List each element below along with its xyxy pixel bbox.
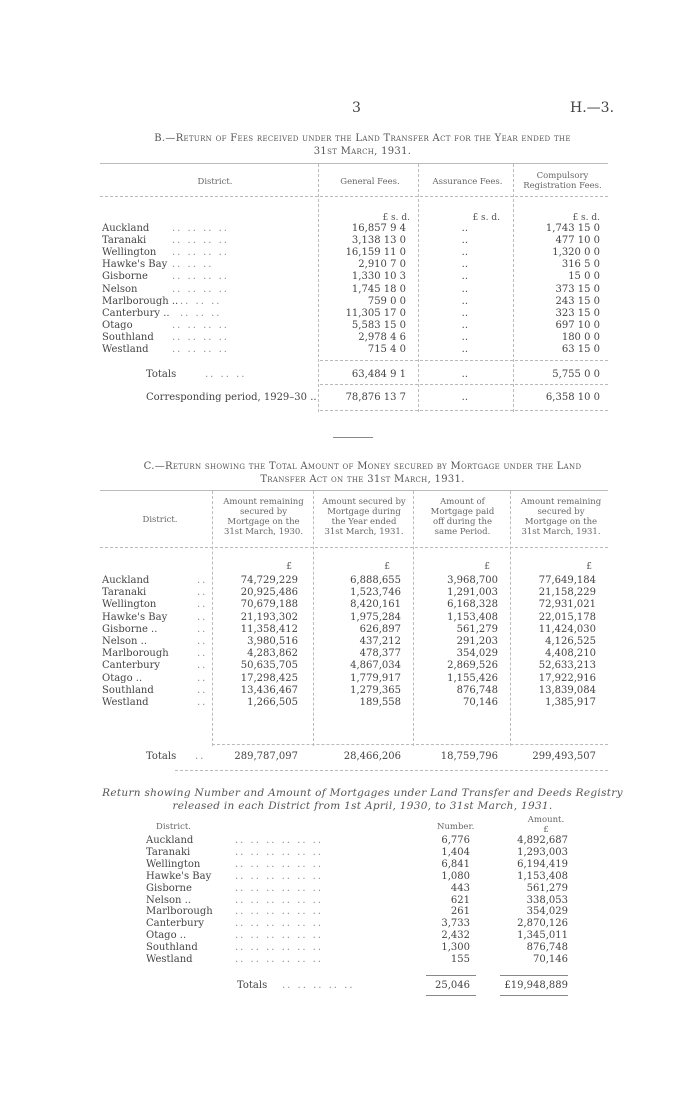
section-c-header-col1-line2: secured by (239, 507, 288, 517)
remaining-1930: 1,266,505 (247, 697, 298, 708)
section-b-unit-assurance: £ s. d. (472, 213, 500, 223)
assurance-fees: .. (461, 223, 468, 234)
remaining-1930: 13,436,467 (240, 684, 298, 696)
section-d-amount-total-rule (500, 995, 568, 996)
section-c-header-col1 (215, 497, 312, 537)
paid-off: 561,279 (456, 623, 498, 635)
district-name: Hawke's Bay (102, 611, 168, 623)
section-b-corresponding-general: 78,876 13 7 (345, 392, 406, 403)
section-c-header-col1-line4: 31st March, 1930. (223, 527, 304, 537)
secured-during-year: 1,779,917 (350, 672, 401, 684)
compulsory-fees: 373 15 0 (555, 283, 600, 295)
mortgage-amount: 338,053 (526, 894, 568, 906)
paid-off: 354,029 (456, 648, 498, 660)
remaining-1931: 52,633,213 (538, 660, 596, 672)
district-name: Otago .. (102, 672, 143, 684)
district-name: Canterbury (102, 660, 161, 672)
general-fees: 1,330 10 3 (351, 271, 406, 283)
district-name: Otago .. (146, 930, 187, 942)
compulsory-fees: 316 5 0 (561, 259, 600, 271)
district-name: Gisborne .. (102, 623, 158, 635)
remaining-1930: 20,925,486 (240, 587, 298, 599)
leader-dots: .. (197, 660, 208, 672)
secured-during-year: 6,888,655 (350, 575, 401, 586)
section-b-header-compulsory-2: Registration Fees. (523, 181, 602, 191)
remaining-1931: 22,015,178 (538, 611, 596, 623)
remaining-1931: 11,424,030 (538, 623, 596, 635)
leader-dots: .. .. .. .. (172, 344, 229, 355)
remaining-1930: 11,358,412 (240, 623, 298, 635)
leader-dots: .. (197, 611, 208, 623)
section-c-title-line2: Transfer Act on the 31st March, 1931. (260, 474, 465, 485)
district-name: Westland (102, 344, 149, 355)
section-d-header-amount-label: Amount. (527, 815, 565, 825)
section-c-header-col2-line2: Mortgage during (327, 507, 401, 517)
document-code: H.—3. (570, 100, 615, 116)
leader-dots: .. .. .. .. (172, 331, 229, 343)
paid-off: 6,168,328 (447, 599, 498, 611)
section-c-header-col4-line2: secured by (537, 507, 585, 517)
section-d-header-amount-unit: £ (543, 825, 549, 835)
leader-dots: .. .. .. .. .. .. (235, 870, 324, 882)
district-name: Marlborough (102, 648, 169, 660)
section-b-title-line2: 31st March, 1931. (313, 146, 412, 157)
mortgage-number: 261 (450, 906, 470, 918)
mortgage-amount: 4,892,687 (517, 835, 568, 846)
mortgage-amount: 2,870,126 (517, 918, 568, 930)
section-b-totals-rule (320, 360, 608, 361)
leader-dots: .. .. .. .. .. .. (235, 846, 324, 858)
section-c-totals-col4: 299,493,507 (532, 751, 596, 762)
remaining-1931: 4,408,210 (545, 648, 596, 660)
district-name: Marlborough (146, 906, 213, 918)
section-c-header-district: District. (142, 515, 178, 525)
assurance-fees: .. (461, 283, 468, 295)
assurance-fees: .. (461, 247, 468, 259)
secured-during-year: 1,523,746 (350, 587, 401, 599)
district-name: Canterbury (146, 918, 205, 930)
section-c-header-col2 (315, 497, 413, 537)
paid-off: 3,968,700 (447, 575, 498, 586)
section-c-header-col3-line1: Amount of (440, 497, 485, 507)
secured-during-year: 189,558 (359, 697, 401, 708)
mortgage-amount: 70,146 (533, 954, 568, 965)
general-fees: 759 0 0 (367, 295, 406, 307)
mortgage-number: 443 (450, 882, 470, 894)
remaining-1931: 17,922,916 (538, 672, 596, 684)
remaining-1930: 4,283,862 (247, 648, 298, 660)
leader-dots: .. .. .. (172, 259, 214, 271)
district-name: Hawke's Bay (146, 870, 212, 882)
section-c-totals-rule (212, 744, 608, 745)
section-d-title (100, 787, 625, 813)
general-fees: 16,159 11 0 (345, 247, 406, 259)
paid-off: 2,869,526 (447, 660, 498, 672)
section-b-totals-general: 63,484 9 1 (351, 369, 406, 380)
leader-dots: .. .. .. .. (172, 247, 229, 259)
district-name: Auckland (146, 835, 194, 846)
leader-dots: .. .. .. .. .. .. (235, 906, 324, 918)
secured-during-year: 1,279,365 (350, 684, 401, 696)
section-c-totals-dots: .. (195, 751, 206, 762)
paid-off: 876,748 (456, 684, 498, 696)
compulsory-fees: 697 10 0 (555, 319, 600, 331)
paid-off: 1,155,426 (447, 672, 498, 684)
leader-dots: .. .. .. .. .. .. (235, 954, 324, 965)
section-c-top-rule (100, 490, 608, 491)
remaining-1931: 77,649,184 (538, 575, 596, 586)
mortgage-number: 2,432 (441, 930, 470, 942)
section-b-unit-general: £ s. d. (382, 213, 410, 223)
mortgage-number: 1,300 (441, 942, 470, 954)
general-fees: 2,978 4 6 (358, 331, 406, 343)
section-b-header-rule (100, 196, 608, 197)
district-name: Hawke's Bay (102, 259, 168, 271)
section-b-unit-compulsory: £ s. d. (572, 213, 600, 223)
section-c-header-rule (100, 547, 608, 548)
section-c-header-col4 (512, 497, 610, 537)
section-b-corresponding-rule (320, 384, 608, 385)
compulsory-fees: 1,743 15 0 (545, 223, 600, 234)
compulsory-fees: 477 10 0 (555, 235, 600, 247)
leader-dots: .. .. .. .. (172, 319, 229, 331)
district-name: Nelson (102, 283, 138, 295)
mortgage-amount: 1,345,011 (517, 930, 568, 942)
section-b-totals-assurance: .. (461, 369, 468, 380)
general-fees: 16,857 9 4 (351, 223, 406, 234)
general-fees: 11,305 17 0 (345, 307, 406, 319)
paid-off: 1,153,408 (447, 611, 498, 623)
section-c-totals-col1: 289,787,097 (234, 751, 298, 762)
leader-dots: .. .. .. .. .. .. (235, 942, 324, 954)
leader-dots: .. (197, 599, 208, 611)
remaining-1930: 17,298,425 (240, 672, 298, 684)
remaining-1931: 72,931,021 (538, 599, 596, 611)
page-number: 3 (352, 100, 361, 116)
district-name: Auckland (102, 223, 150, 234)
section-c-header-col4-line4: 31st March, 1931. (521, 527, 601, 537)
paid-off: 291,203 (456, 636, 498, 647)
district-name: Wellington (146, 858, 201, 870)
mortgage-number: 1,080 (441, 870, 470, 882)
assurance-fees: .. (461, 344, 468, 355)
leader-dots: .. .. .. .. .. .. (235, 882, 324, 894)
leader-dots: .. .. .. .. (172, 271, 229, 283)
remaining-1931: 21,158,229 (538, 587, 596, 599)
section-b-header-assurance: Assurance Fees. (432, 177, 503, 187)
section-d-title-line1: Return showing Number and Amount of Mortgages under Land Transfer and Deeds Registry (102, 787, 623, 799)
assurance-fees: .. (461, 307, 468, 319)
section-c-header-col3-line3: off during the (432, 517, 493, 527)
section-c-unit-col3: £ (484, 562, 490, 572)
section-b-top-rule (100, 163, 608, 164)
compulsory-fees: 15 0 0 (568, 271, 600, 283)
remaining-1930: 21,193,302 (240, 611, 298, 623)
section-c-title (100, 460, 625, 486)
section-d-header-district: District. (156, 822, 191, 832)
compulsory-fees: 180 0 0 (561, 331, 600, 343)
secured-during-year: 4,867,034 (350, 660, 401, 672)
assurance-fees: .. (461, 319, 468, 331)
section-c-header-col4-line3: Mortgage on the (524, 517, 598, 527)
section-d-number-sum-rule (426, 975, 476, 976)
district-name: Wellington (102, 247, 157, 259)
section-d-header-amount (516, 815, 576, 835)
leader-dots: .. .. .. .. .. .. (235, 894, 324, 906)
secured-during-year: 8,420,161 (350, 599, 401, 611)
district-name: Wellington (102, 599, 157, 611)
section-b-header-compulsory-1: Compulsory (536, 171, 589, 181)
section-c-header-col4-line1: Amount remaining (520, 497, 602, 507)
leader-dots: .. (197, 623, 208, 635)
secured-during-year: 478,377 (359, 648, 401, 660)
section-c-totals-label: Totals (146, 751, 177, 762)
mortgage-amount: 561,279 (526, 882, 568, 894)
section-b-corresponding-compulsory: 6,358 10 0 (545, 392, 600, 403)
section-c-header-col1-line3: Mortgage on the (227, 517, 300, 527)
district-name: Southland (102, 684, 154, 696)
leader-dots: .. .. .. .. .. .. (235, 930, 324, 942)
section-separator (333, 437, 373, 438)
section-c-header-col3 (415, 497, 510, 537)
general-fees: 2,910 7 0 (358, 259, 406, 271)
mortgage-number: 6,776 (441, 835, 470, 846)
section-c-totals-col2: 28,466,206 (343, 751, 401, 762)
section-c-unit-col4: £ (586, 562, 592, 572)
district-name: Southland (146, 942, 198, 954)
leader-dots: .. (197, 575, 208, 586)
section-b-vline-2 (418, 164, 419, 412)
remaining-1930: 70,679,188 (240, 599, 298, 611)
section-d-totals-number: 25,046 (435, 980, 470, 991)
leader-dots: .. (197, 587, 208, 599)
section-d-totals-amount: £19,948,889 (504, 980, 568, 991)
secured-during-year: 1,975,284 (350, 611, 401, 623)
compulsory-fees: 1,320 0 0 (552, 247, 600, 259)
section-b-corresponding-label: Corresponding period, 1929–30 .. (146, 392, 317, 403)
leader-dots: .. .. .. (180, 307, 222, 319)
leader-dots: .. .. .. .. .. .. (235, 858, 324, 870)
general-fees: 5,583 15 0 (351, 319, 406, 331)
district-name: Gisborne (102, 271, 148, 283)
district-name: Westland (102, 697, 149, 708)
district-name: Westland (146, 954, 193, 965)
section-d-totals-label: Totals (237, 980, 268, 991)
section-c-header-col2-line4: 31st March, 1931. (324, 527, 404, 537)
district-name: Taranaki (146, 846, 191, 858)
section-b-header-general: General Fees. (340, 177, 400, 187)
compulsory-fees: 323 15 0 (555, 307, 600, 319)
section-b-totals-label: Totals (146, 369, 177, 380)
section-b-vline-3 (513, 164, 514, 412)
mortgage-number: 621 (450, 894, 470, 906)
district-name: Marlborough .. (102, 295, 179, 307)
remaining-1931: 1,385,917 (545, 697, 596, 708)
mortgage-amount: 1,153,408 (517, 870, 568, 882)
district-name: Nelson .. (102, 636, 147, 647)
section-c-unit-col1: £ (286, 562, 292, 572)
assurance-fees: .. (461, 271, 468, 283)
mortgage-amount: 1,293,003 (517, 846, 568, 858)
mortgage-number: 1,404 (441, 846, 470, 858)
section-b-title (100, 132, 625, 158)
section-b-totals-compulsory: 5,755 0 0 (552, 369, 600, 380)
leader-dots: .. (197, 697, 208, 708)
assurance-fees: .. (461, 331, 468, 343)
section-c-totals-col3: 18,759,796 (440, 751, 498, 762)
mortgage-amount: 876,748 (526, 942, 568, 954)
district-name: Taranaki (102, 587, 147, 599)
section-b-header-district: District. (197, 177, 233, 187)
section-b-title-line1: B.—Return of Fees received under the Land Transfer Act for the Year ended the (154, 133, 571, 144)
section-c-bottom-rule (175, 770, 608, 771)
secured-during-year: 626,897 (359, 623, 401, 635)
section-c-unit-col2: £ (384, 562, 390, 572)
section-c-header-col3-line4: same Period. (434, 527, 491, 537)
leader-dots: .. (197, 672, 208, 684)
district-name: Otago (102, 319, 133, 331)
leader-dots: .. .. .. .. (172, 223, 229, 234)
district-name: Nelson .. (146, 894, 191, 906)
section-d-number-total-rule (426, 995, 476, 996)
leader-dots: .. .. .. .. .. .. (235, 918, 324, 930)
remaining-1930: 3,980,516 (247, 636, 298, 647)
remaining-1930: 50,635,705 (240, 660, 298, 672)
leader-dots: .. (197, 684, 208, 696)
leader-dots: .. .. .. (180, 295, 222, 307)
remaining-1931: 13,839,084 (538, 684, 596, 696)
mortgage-amount: 354,029 (526, 906, 568, 918)
assurance-fees: .. (461, 235, 468, 247)
section-c-title-line1: C.—Return showing the Total Amount of Money secured by Mortgage under the Land (143, 461, 582, 472)
assurance-fees: .. (461, 295, 468, 307)
section-c-header-col1-line1: Amount remaining (223, 497, 304, 507)
section-c-header-col3-line2: Mortgage paid (430, 507, 495, 517)
leader-dots: .. .. .. .. .. .. (235, 835, 324, 846)
remaining-1931: 4,126,525 (545, 636, 596, 647)
compulsory-fees: 243 15 0 (555, 295, 600, 307)
leader-dots: .. (197, 648, 208, 660)
compulsory-fees: 63 15 0 (561, 344, 600, 355)
district-name: Southland (102, 331, 154, 343)
section-d-totals-dots: .. .. .. .. .. (282, 980, 355, 991)
assurance-fees: .. (461, 259, 468, 271)
section-b-header-compulsory (515, 171, 610, 191)
secured-during-year: 437,212 (359, 636, 401, 647)
section-c-header-col2-line1: Amount secured by (322, 497, 406, 507)
paid-off: 1,291,003 (447, 587, 498, 599)
paid-off: 70,146 (463, 697, 498, 708)
leader-dots: .. .. .. .. (172, 283, 229, 295)
section-b-corresponding-assurance: .. (461, 392, 468, 403)
section-b-totals-dots: .. .. .. (205, 369, 247, 380)
general-fees: 1,745 18 0 (351, 283, 406, 295)
mortgage-number: 3,733 (441, 918, 470, 930)
section-d-header-number: Number. (437, 822, 475, 832)
district-name: Gisborne (146, 882, 192, 894)
section-c-header-col2-line3: the Year ended (331, 517, 397, 527)
mortgage-number: 6,841 (441, 858, 470, 870)
general-fees: 715 4 0 (367, 344, 406, 355)
leader-dots: .. .. .. .. (172, 235, 229, 247)
general-fees: 3,138 13 0 (351, 235, 406, 247)
district-name: Auckland (102, 575, 150, 586)
district-name: Taranaki (102, 235, 147, 247)
section-d-title-line2: released in each District from 1st April, 1930, to 31st March, 1931. (172, 800, 553, 812)
mortgage-amount: 6,194,419 (517, 858, 568, 870)
mortgage-number: 155 (450, 954, 470, 965)
district-name: Canterbury .. (102, 307, 170, 319)
section-d-amount-sum-rule (500, 975, 568, 976)
section-b-bottom-rule (320, 410, 608, 411)
remaining-1930: 74,729,229 (240, 575, 298, 586)
leader-dots: .. (197, 636, 208, 647)
